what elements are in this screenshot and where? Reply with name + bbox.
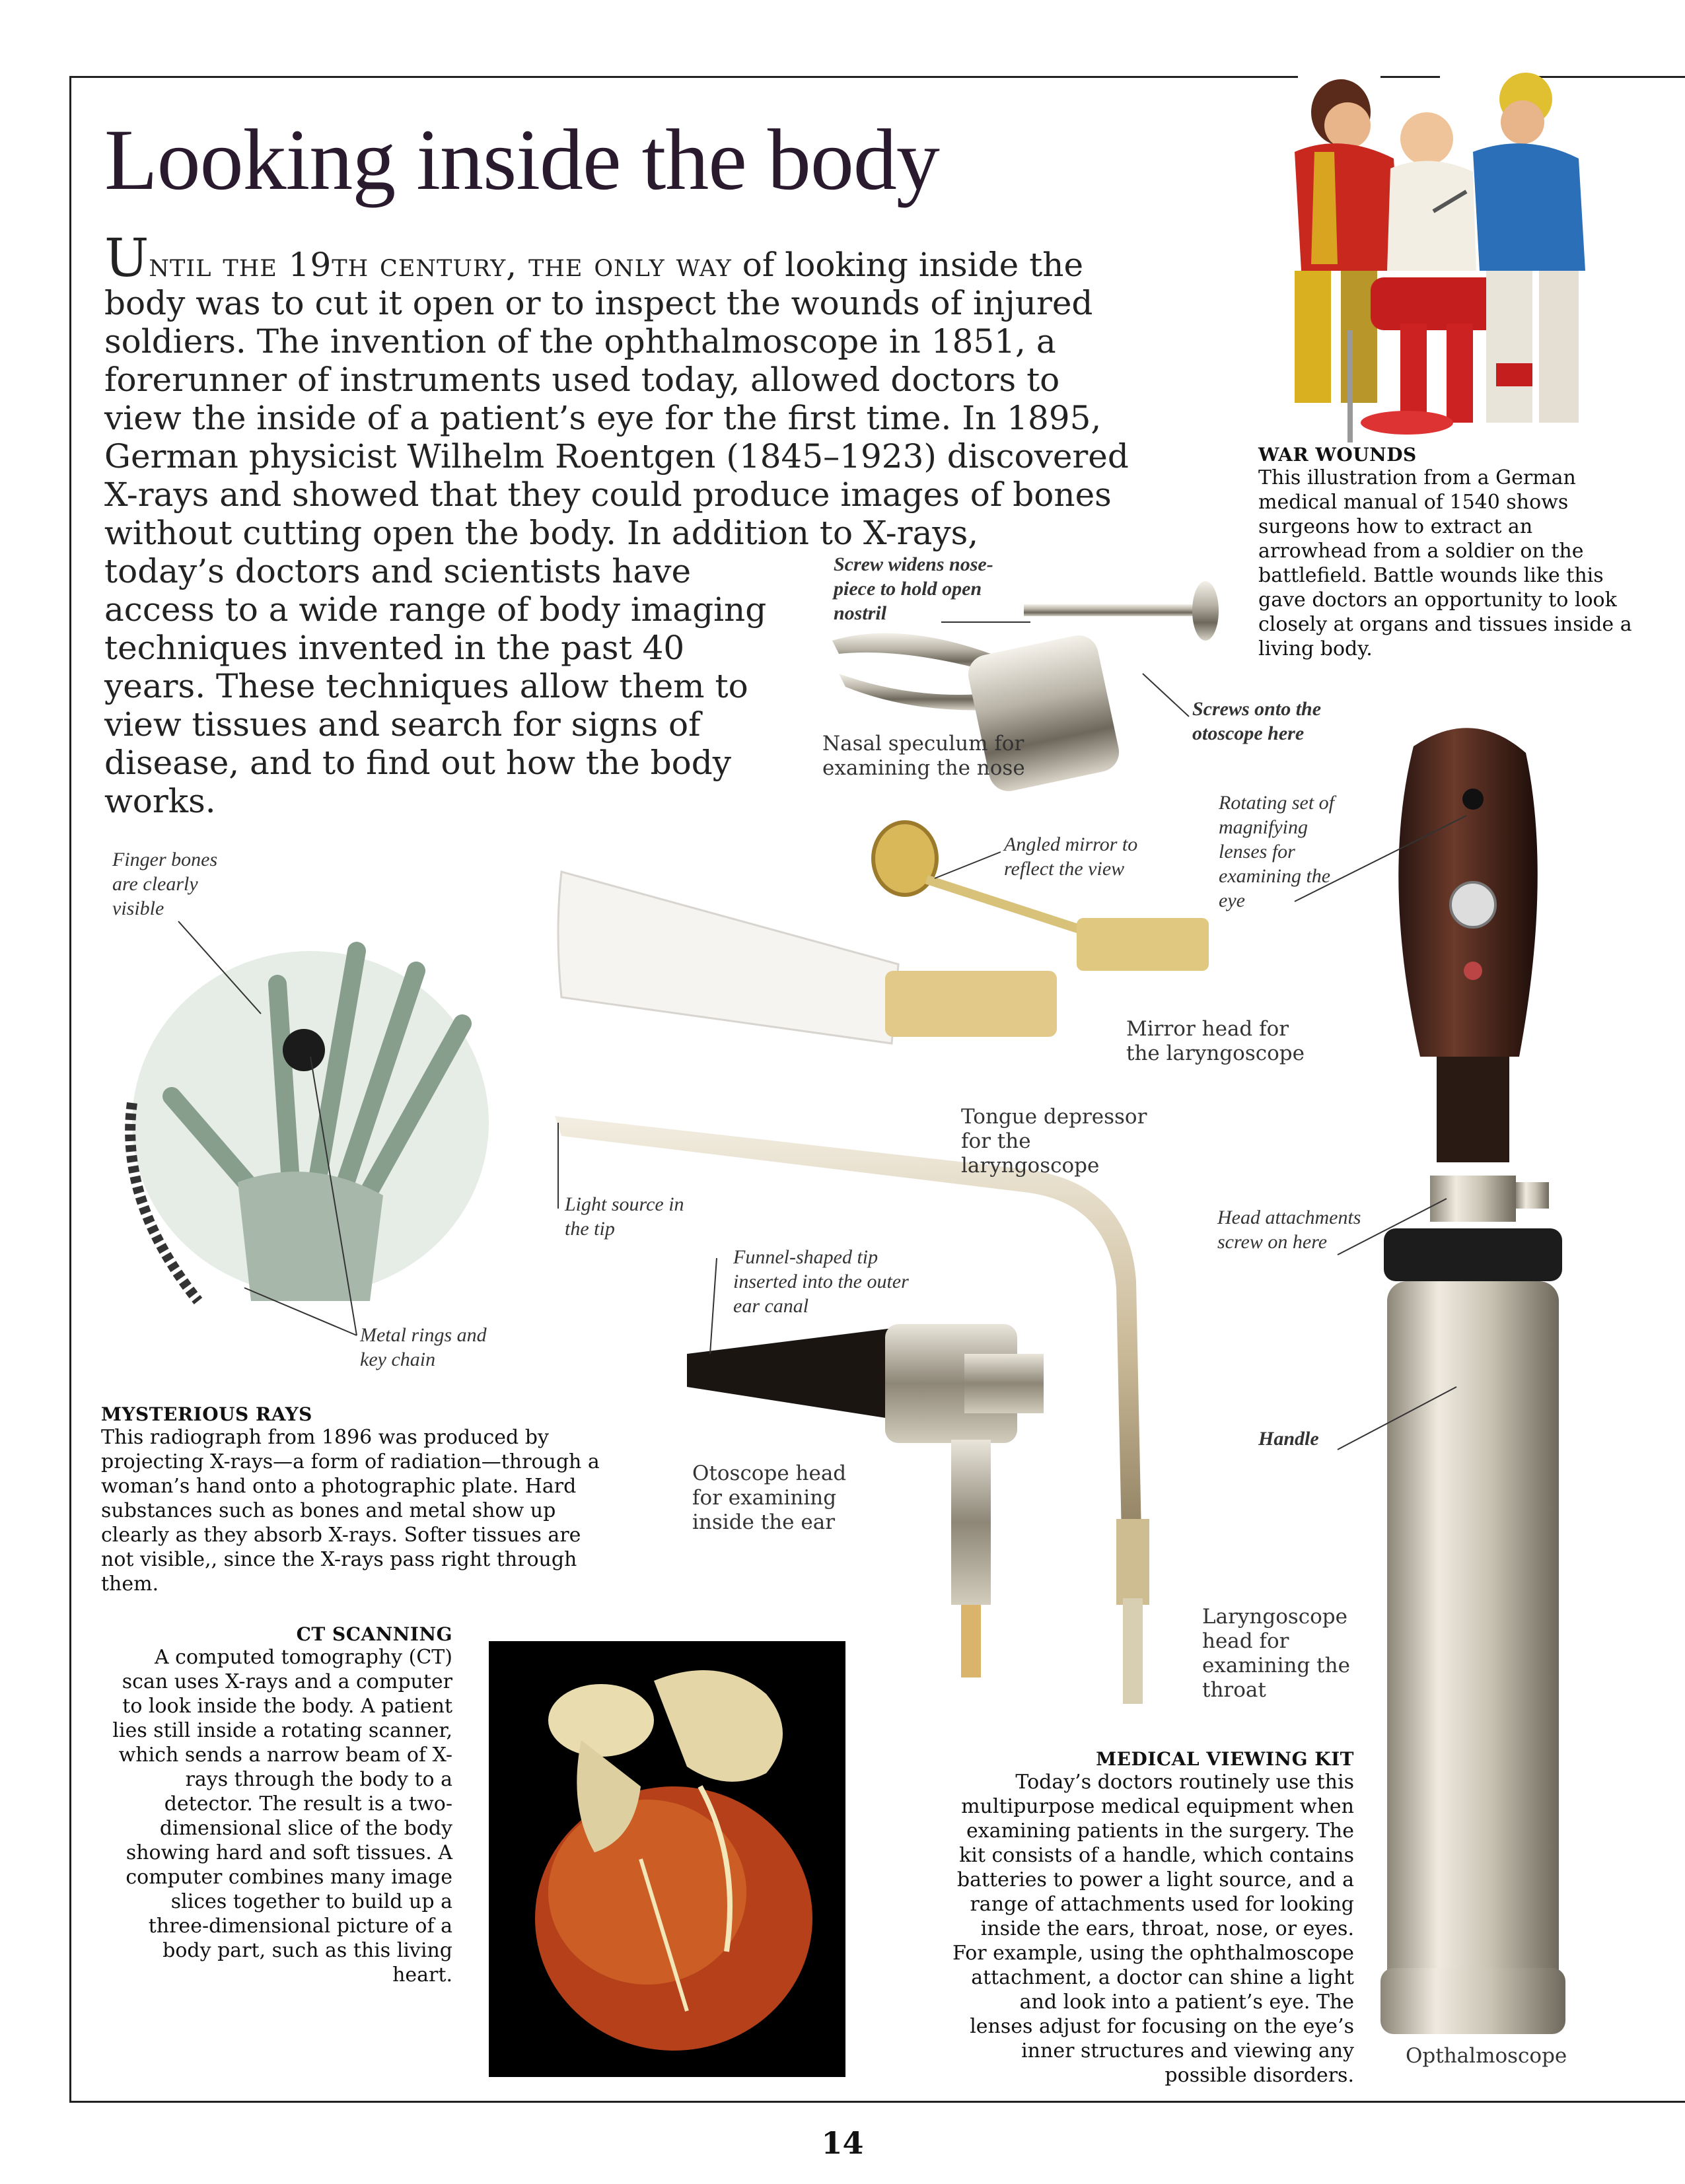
label-screws-onto: Screws onto the otoscope here	[1192, 698, 1322, 744]
war-wounds-heading: WAR WOUNDS	[1258, 444, 1417, 466]
label-laryngoscope-head: Laryngoscope head for examining the throat	[1202, 1605, 1350, 1702]
label-rotating-set: Rotating set of magnifying lenses for examining the eye	[1219, 792, 1334, 911]
label-angled-mirror: Angled mirror to reflect the view	[1004, 833, 1138, 880]
page-title: Looking inside the body	[104, 111, 939, 208]
medical-kit-caption	[951, 1748, 1354, 2088]
label-screw-widens: Screw widens nose-piece to hold open nostril	[834, 553, 993, 624]
mysterious-rays-heading: MYSTERIOUS RAYS	[101, 1403, 312, 1425]
intro-small-caps: ntil the 19th century, the only way	[149, 246, 732, 284]
ct-scanning-caption	[106, 1623, 452, 1987]
label-light-source: Light source in the tip	[565, 1193, 684, 1240]
label-handle: Handle	[1258, 1428, 1319, 1450]
page-number: 14	[821, 2125, 864, 2161]
label-funnel-tip: Funnel-shaped tip inserted into the outer ear canal	[733, 1246, 909, 1317]
medical-kit-heading: MEDICAL VIEWING KIT	[1096, 1748, 1354, 1770]
label-tongue-depressor: Tongue depressor for the laryngoscope	[961, 1105, 1147, 1178]
intro-text-narrow: today’s doctors and scientists have access to a wide range of body imaging techniques invented in the past 40 years. These techniques allow them to view tissues and search for signs of disease, and to find out how the body works.	[104, 552, 767, 820]
ct-scanning-heading: CT SCANNING	[296, 1623, 452, 1645]
label-nasal-speculum: Nasal speculum for examining the nose	[822, 732, 1025, 780]
label-head-attachments: Head attachments screw on here	[1217, 1207, 1361, 1253]
label-finger-bones: Finger bones are clearly visible	[112, 849, 218, 919]
label-opthalmoscope: Opthalmoscope	[1406, 2044, 1567, 2068]
label-otoscope-head: Otoscope head for examining inside the ear	[692, 1462, 847, 1534]
war-wounds-body: This illustration from a German medical manual of 1540 shows surgeons how to extract an arrowhead from a soldier on the battlefield. Battle wounds like this gave doctors an opportunity to look closely at organs and tissues inside a living body.	[1258, 466, 1632, 660]
label-metal-rings: Metal rings and key chain	[360, 1324, 487, 1370]
ct-scanning-body: A computed tomography (CT) scan uses X-rays and a computer to look inside the body. A patient lies still inside a rotating scanner, which sends a narrow beam of X-rays through the body to a detector. The result is a two-dimensional slice of the body showing hard and soft tissues. A computer combines many image slices together to build up a three-dimensional picture of a body part, such as this living heart.	[112, 1646, 452, 1987]
mysterious-rays-caption	[101, 1403, 603, 1596]
medical-kit-body: Today’s doctors routinely use this multipurpose medical equipment when examining patients in the surgery. The kit consists of a handle, which contains batteries to power a light source, and a range of attachments used for looking inside the ears, throat, nose, or eyes. For example, using the ophthalmoscope attachment, a doctor can shine a light and look into a patient’s eye. The lenses adjust for focusing on the eye’s inner structures and viewing any possible disorders.	[952, 1771, 1354, 2087]
intro-drop-cap: U	[104, 227, 149, 289]
label-mirror-head: Mirror head for the laryngoscope	[1126, 1017, 1305, 1065]
intro-text-wide: of looking inside the body was to cut it open or to inspect the wounds of injured soldiers. The invention of the ophthalmoscope in 1851, a forerunner of instruments used today, allowed doctors to view the inside of a patient’s eye for the first time. In 1895, German physicist Wilhelm Roentgen (1845–1923) discovered X-rays and showed that they could produce images of bones without cutting open the body. In addition to X-rays,	[104, 246, 1129, 552]
mysterious-rays-body: This radiograph from 1896 was produced by projecting X-rays—a form of radiation—through a woman’s hand onto a photographic plate. Hard substances such as bones and metal show up clearly as they absorb X-rays. Softer tissues are not visible,, since the X-rays pass right through them.	[101, 1426, 600, 1596]
